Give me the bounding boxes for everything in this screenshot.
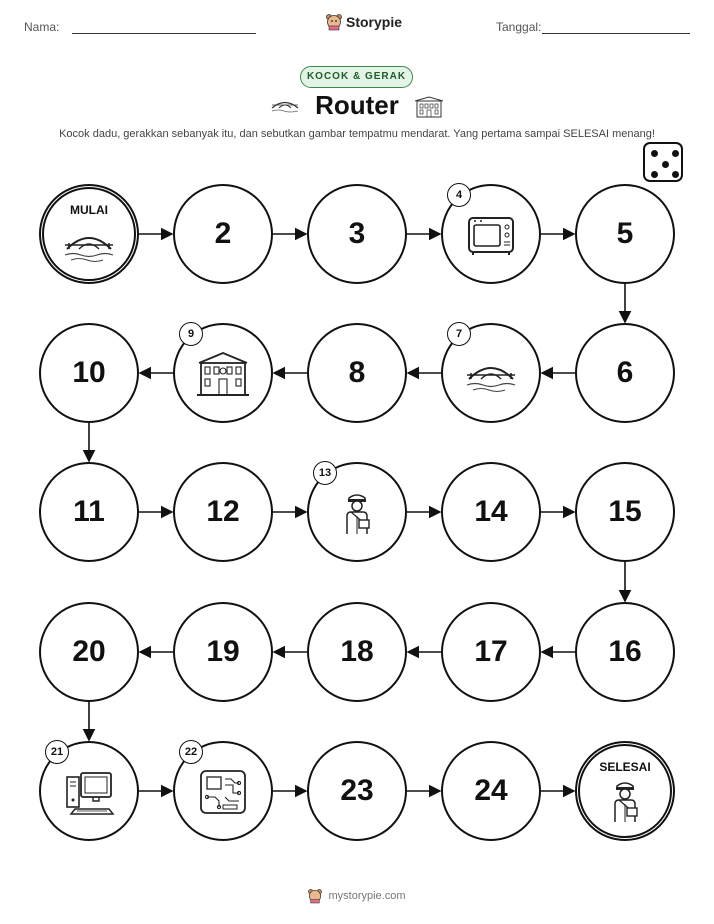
board-space	[307, 462, 407, 562]
board-space	[441, 741, 541, 841]
mail-carrier-icon	[329, 488, 385, 536]
space-number: 14	[474, 495, 508, 528]
space-number-badge: 13	[313, 461, 337, 485]
oven-icon	[463, 210, 519, 258]
board-space	[173, 184, 273, 284]
board-space	[441, 602, 541, 702]
board-space	[39, 741, 139, 841]
space-number: 8	[348, 356, 366, 389]
space-number: 19	[206, 635, 240, 668]
space-number: 24	[474, 774, 508, 807]
space-number: 10	[72, 356, 106, 389]
board-space	[441, 184, 541, 284]
bridge-icon	[463, 349, 519, 397]
space-number: 5	[616, 217, 634, 250]
mail-carrier-icon	[597, 776, 653, 824]
space-number-badge: 7	[447, 322, 471, 346]
instructions: Kocok dadu, gerakkan sebanyak itu, dan sebutkan gambar tempatmu mendarat. Yang pertama sampai SELESAI menang!	[59, 128, 655, 140]
board-space	[173, 462, 273, 562]
start-label: MULAI	[70, 203, 108, 217]
start-space	[39, 184, 139, 284]
computer-icon	[61, 767, 117, 815]
activity-badge: KOCOK & GERAK	[300, 66, 413, 88]
bear-mascot-icon	[308, 888, 322, 904]
space-number: 11	[73, 495, 105, 528]
space-number-badge: 22	[179, 740, 203, 764]
board-space	[575, 323, 675, 423]
space-number: 23	[340, 774, 374, 807]
date-label: Tanggal:	[496, 20, 542, 34]
space-number: 16	[608, 635, 642, 668]
board-space	[173, 323, 273, 423]
footer-url[interactable]: mystorypie.com	[328, 890, 406, 902]
space-number: 6	[616, 356, 634, 389]
board-space	[441, 462, 541, 562]
space-number: 3	[348, 217, 366, 250]
board-space	[575, 462, 675, 562]
space-number: 18	[340, 635, 374, 668]
board-space	[307, 602, 407, 702]
board-space	[575, 184, 675, 284]
board-space	[441, 323, 541, 423]
board-space	[307, 741, 407, 841]
board-space	[173, 741, 273, 841]
finish-space	[575, 741, 675, 841]
space-number-badge: 4	[447, 183, 471, 207]
bridge-icon	[61, 219, 117, 267]
board-space	[173, 602, 273, 702]
board-space	[307, 323, 407, 423]
space-number-badge: 9	[179, 322, 203, 346]
space-number: 20	[72, 635, 106, 668]
board-space	[307, 184, 407, 284]
name-label: Nama:	[24, 20, 60, 34]
footer	[0, 888, 714, 904]
space-number: 17	[474, 635, 508, 668]
board-space	[39, 602, 139, 702]
page-title: Router	[315, 90, 399, 120]
finish-label: SELESAI	[599, 760, 651, 774]
building-icon	[195, 349, 251, 397]
space-number: 12	[206, 495, 240, 528]
space-number: 2	[214, 217, 232, 250]
space-number-badge: 21	[45, 740, 69, 764]
circuit-board-icon	[195, 767, 251, 815]
board-space	[575, 602, 675, 702]
space-number: 15	[608, 495, 642, 528]
board-space	[39, 462, 139, 562]
brand-name: Storypie	[346, 14, 403, 30]
board-space	[39, 323, 139, 423]
